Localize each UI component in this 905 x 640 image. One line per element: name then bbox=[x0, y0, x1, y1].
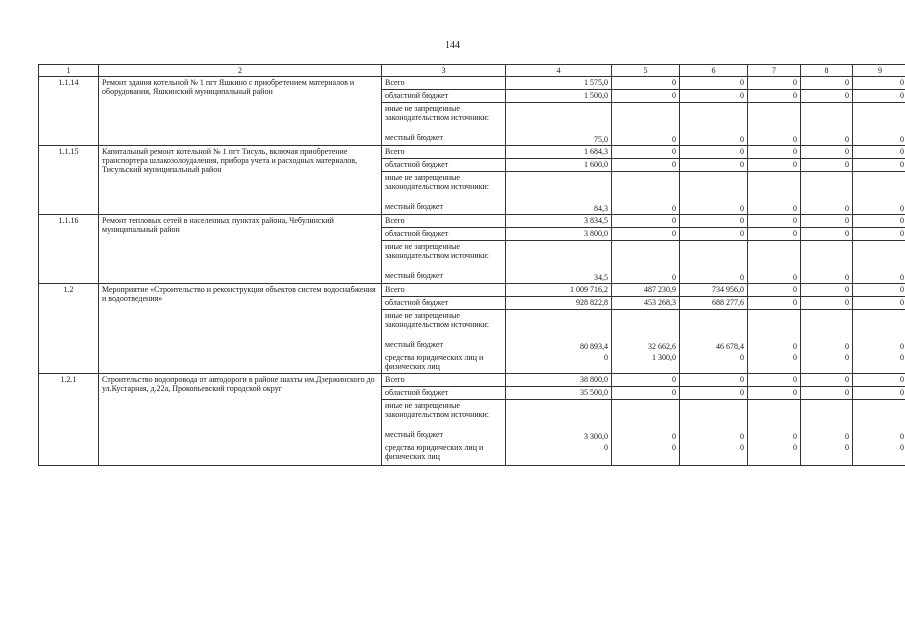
empty-cell bbox=[801, 241, 853, 271]
local-value-cell: 3 300,0 bbox=[506, 429, 612, 442]
item-code: 1.2 bbox=[39, 284, 99, 374]
source-label-other: иные не запрещенные законодательством источники: bbox=[382, 172, 506, 202]
regional-value-cell: 928 822,8 bbox=[506, 297, 612, 310]
empty-cell bbox=[680, 241, 748, 271]
regional-value-cell: 0 bbox=[612, 387, 680, 400]
total-value-cell: 1 009 716,2 bbox=[506, 284, 612, 297]
regional-value-cell: 0 bbox=[801, 228, 853, 241]
local-value-cell: 0 bbox=[853, 270, 905, 284]
local-value-cell: 46 678,4 bbox=[680, 339, 748, 352]
regional-value-cell: 0 bbox=[748, 90, 801, 103]
regional-value-cell: 0 bbox=[612, 228, 680, 241]
empty-cell bbox=[680, 103, 748, 133]
table-row bbox=[39, 215, 905, 228]
local-value-cell: 0 bbox=[853, 201, 905, 215]
local-value-cell: 0 bbox=[853, 429, 905, 442]
empty-cell bbox=[748, 103, 801, 133]
column-header: 3 bbox=[382, 65, 506, 77]
empty-cell bbox=[748, 241, 801, 271]
empty-cell bbox=[801, 400, 853, 430]
total-value-cell: 1 684,3 bbox=[506, 146, 612, 159]
legal-value-cell: 0 bbox=[506, 442, 612, 466]
local-value-cell: 0 bbox=[801, 201, 853, 215]
item-code: 1.2.1 bbox=[39, 374, 99, 466]
empty-cell bbox=[506, 172, 612, 202]
regional-value-cell: 0 bbox=[853, 387, 905, 400]
regional-value-cell: 3 800,0 bbox=[506, 228, 612, 241]
column-header: 1 bbox=[39, 65, 99, 77]
local-value-cell: 84,3 bbox=[506, 201, 612, 215]
regional-value-cell: 0 bbox=[853, 297, 905, 310]
legal-value-cell: 0 bbox=[506, 352, 612, 374]
legal-value-cell: 0 bbox=[680, 442, 748, 466]
total-value-cell: 0 bbox=[853, 146, 905, 159]
local-value-cell: 0 bbox=[680, 132, 748, 146]
regional-value-cell: 1 600,0 bbox=[506, 159, 612, 172]
regional-value-cell: 0 bbox=[612, 90, 680, 103]
empty-cell bbox=[680, 400, 748, 430]
empty-cell bbox=[853, 241, 905, 271]
source-label-other: иные не запрещенные законодательством источники: bbox=[382, 103, 506, 133]
source-label-local: местный бюджет bbox=[382, 429, 506, 442]
total-value-cell: 3 834,5 bbox=[506, 215, 612, 228]
local-value-cell: 0 bbox=[680, 270, 748, 284]
table-row bbox=[39, 146, 905, 159]
item-code: 1.1.15 bbox=[39, 146, 99, 215]
local-value-cell: 80 893,4 bbox=[506, 339, 612, 352]
regional-value-cell: 0 bbox=[680, 228, 748, 241]
empty-cell bbox=[506, 103, 612, 133]
table-row bbox=[39, 77, 905, 90]
local-value-cell: 0 bbox=[612, 201, 680, 215]
item-code: 1.1.16 bbox=[39, 215, 99, 284]
total-value-cell: 0 bbox=[748, 146, 801, 159]
item-code: 1.1.14 bbox=[39, 77, 99, 146]
item-name: Ремонт здания котельной № 1 пгт Яшкино с приобретением материалов и оборудования, Яшкинский муниципальный район bbox=[99, 77, 382, 146]
legal-value-cell: 0 bbox=[801, 352, 853, 374]
total-value-cell: 0 bbox=[801, 374, 853, 387]
source-label-other: иные не запрещенные законодательством источники: bbox=[382, 310, 506, 340]
regional-value-cell: 0 bbox=[801, 90, 853, 103]
item-name: Мероприятие «Строительство и реконструкция объектов систем водоснабжения и водоотведения» bbox=[99, 284, 382, 374]
column-header: 6 bbox=[680, 65, 748, 77]
column-header: 5 bbox=[612, 65, 680, 77]
empty-cell bbox=[680, 310, 748, 340]
total-value-cell: 0 bbox=[612, 215, 680, 228]
local-value-cell: 0 bbox=[853, 339, 905, 352]
legal-value-cell: 0 bbox=[748, 352, 801, 374]
total-value-cell: 734 956,0 bbox=[680, 284, 748, 297]
legal-value-cell: 1 300,0 bbox=[612, 352, 680, 374]
legal-value-cell: 0 bbox=[680, 352, 748, 374]
source-label-total: Всего bbox=[382, 284, 506, 297]
regional-value-cell: 0 bbox=[801, 159, 853, 172]
empty-cell bbox=[506, 241, 612, 271]
local-value-cell: 34,5 bbox=[506, 270, 612, 284]
local-value-cell: 0 bbox=[748, 201, 801, 215]
empty-cell bbox=[680, 172, 748, 202]
budget-table bbox=[38, 64, 905, 466]
column-number-row bbox=[39, 65, 905, 77]
total-value-cell: 0 bbox=[612, 146, 680, 159]
total-value-cell: 1 575,0 bbox=[506, 77, 612, 90]
column-header: 8 bbox=[801, 65, 853, 77]
legal-value-cell: 0 bbox=[748, 442, 801, 466]
empty-cell bbox=[506, 400, 612, 430]
empty-cell bbox=[801, 310, 853, 340]
local-value-cell: 0 bbox=[612, 429, 680, 442]
local-value-cell: 0 bbox=[801, 429, 853, 442]
regional-value-cell: 0 bbox=[748, 159, 801, 172]
total-value-cell: 0 bbox=[748, 374, 801, 387]
local-value-cell: 0 bbox=[612, 270, 680, 284]
legal-value-cell: 0 bbox=[612, 442, 680, 466]
total-value-cell: 38 800,0 bbox=[506, 374, 612, 387]
empty-cell bbox=[748, 400, 801, 430]
regional-value-cell: 0 bbox=[853, 159, 905, 172]
total-value-cell: 0 bbox=[853, 284, 905, 297]
empty-cell bbox=[506, 310, 612, 340]
page-number: 144 bbox=[445, 40, 460, 51]
column-header: 9 bbox=[853, 65, 905, 77]
total-value-cell: 0 bbox=[680, 146, 748, 159]
column-header: 4 bbox=[506, 65, 612, 77]
total-value-cell: 0 bbox=[853, 215, 905, 228]
source-label-legal: средства юридических лиц и физических лиц bbox=[382, 442, 506, 466]
item-name: Капитальный ремонт котельной № 1 пгт Тисуль, включая приобретение транспортера шлакозолоудаления, прибора учета и расходных материалов, Тисульский муниципальный район bbox=[99, 146, 382, 215]
total-value-cell: 0 bbox=[748, 77, 801, 90]
local-value-cell: 0 bbox=[801, 132, 853, 146]
source-label-regional: областной бюджет bbox=[382, 228, 506, 241]
local-value-cell: 0 bbox=[853, 132, 905, 146]
total-value-cell: 0 bbox=[612, 77, 680, 90]
source-label-total: Всего bbox=[382, 146, 506, 159]
empty-cell bbox=[612, 241, 680, 271]
source-label-local: местный бюджет bbox=[382, 132, 506, 146]
source-label-legal: средства юридических лиц и физических лиц bbox=[382, 352, 506, 374]
column-header: 7 bbox=[748, 65, 801, 77]
empty-cell bbox=[612, 310, 680, 340]
local-value-cell: 0 bbox=[748, 132, 801, 146]
regional-value-cell: 0 bbox=[748, 228, 801, 241]
total-value-cell: 0 bbox=[748, 215, 801, 228]
source-label-other: иные не запрещенные законодательством источники: bbox=[382, 241, 506, 271]
regional-value-cell: 0 bbox=[748, 297, 801, 310]
regional-value-cell: 0 bbox=[801, 297, 853, 310]
total-value-cell: 0 bbox=[801, 146, 853, 159]
empty-cell bbox=[612, 172, 680, 202]
total-value-cell: 0 bbox=[853, 77, 905, 90]
regional-value-cell: 453 268,3 bbox=[612, 297, 680, 310]
regional-value-cell: 0 bbox=[853, 228, 905, 241]
empty-cell bbox=[612, 103, 680, 133]
local-value-cell: 0 bbox=[748, 429, 801, 442]
empty-cell bbox=[612, 400, 680, 430]
local-value-cell: 75,0 bbox=[506, 132, 612, 146]
regional-value-cell: 0 bbox=[801, 387, 853, 400]
source-label-total: Всего bbox=[382, 374, 506, 387]
source-label-regional: областной бюджет bbox=[382, 297, 506, 310]
total-value-cell: 0 bbox=[680, 215, 748, 228]
local-value-cell: 0 bbox=[748, 339, 801, 352]
regional-value-cell: 0 bbox=[680, 90, 748, 103]
source-label-regional: областной бюджет bbox=[382, 387, 506, 400]
total-value-cell: 487 230,9 bbox=[612, 284, 680, 297]
source-label-local: местный бюджет bbox=[382, 270, 506, 284]
table-row bbox=[39, 374, 905, 387]
regional-value-cell: 0 bbox=[612, 159, 680, 172]
regional-value-cell: 1 500,0 bbox=[506, 90, 612, 103]
regional-value-cell: 0 bbox=[748, 387, 801, 400]
total-value-cell: 0 bbox=[853, 374, 905, 387]
empty-cell bbox=[748, 310, 801, 340]
empty-cell bbox=[853, 310, 905, 340]
source-label-total: Всего bbox=[382, 77, 506, 90]
source-label-regional: областной бюджет bbox=[382, 90, 506, 103]
total-value-cell: 0 bbox=[801, 77, 853, 90]
regional-value-cell: 0 bbox=[680, 159, 748, 172]
regional-value-cell: 0 bbox=[680, 387, 748, 400]
source-label-local: местный бюджет bbox=[382, 201, 506, 215]
local-value-cell: 0 bbox=[801, 339, 853, 352]
regional-value-cell: 0 bbox=[853, 90, 905, 103]
total-value-cell: 0 bbox=[801, 215, 853, 228]
legal-value-cell: 0 bbox=[853, 442, 905, 466]
local-value-cell: 0 bbox=[680, 201, 748, 215]
empty-cell bbox=[801, 172, 853, 202]
source-label-local: местный бюджет bbox=[382, 339, 506, 352]
source-label-total: Всего bbox=[382, 215, 506, 228]
local-value-cell: 32 662,6 bbox=[612, 339, 680, 352]
empty-cell bbox=[853, 172, 905, 202]
column-header: 2 bbox=[99, 65, 382, 77]
empty-cell bbox=[853, 400, 905, 430]
total-value-cell: 0 bbox=[748, 284, 801, 297]
legal-value-cell: 0 bbox=[853, 352, 905, 374]
empty-cell bbox=[748, 172, 801, 202]
empty-cell bbox=[801, 103, 853, 133]
total-value-cell: 0 bbox=[680, 374, 748, 387]
item-name: Ремонт тепловых сетей в населенных пунктах района, Чебулинский муниципальный район bbox=[99, 215, 382, 284]
source-label-regional: областной бюджет bbox=[382, 159, 506, 172]
local-value-cell: 0 bbox=[748, 270, 801, 284]
regional-value-cell: 35 500,0 bbox=[506, 387, 612, 400]
legal-value-cell: 0 bbox=[801, 442, 853, 466]
item-name: Строительство водопровода от автодороги в районе шахты им.Дзержинского до ул.Кустарная, д.22а, Прокопьевский городской округ bbox=[99, 374, 382, 466]
empty-cell bbox=[853, 103, 905, 133]
total-value-cell: 0 bbox=[612, 374, 680, 387]
total-value-cell: 0 bbox=[801, 284, 853, 297]
total-value-cell: 0 bbox=[680, 77, 748, 90]
local-value-cell: 0 bbox=[801, 270, 853, 284]
local-value-cell: 0 bbox=[680, 429, 748, 442]
regional-value-cell: 688 277,6 bbox=[680, 297, 748, 310]
source-label-other: иные не запрещенные законодательством источники: bbox=[382, 400, 506, 430]
table-row bbox=[39, 284, 905, 297]
local-value-cell: 0 bbox=[612, 132, 680, 146]
